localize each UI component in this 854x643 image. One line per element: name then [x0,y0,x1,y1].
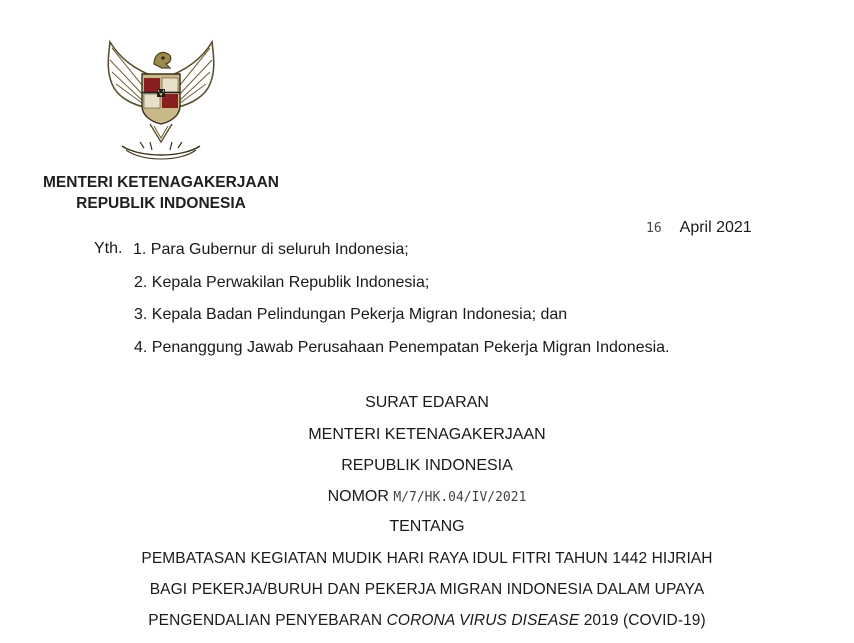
subject-line-1: PEMBATASAN KEGIATAN MUDIK HARI RAYA IDUL FITRI TAHUN 1442 HIJRIAH [141,550,713,567]
subject-line-3-suffix: 2019 (COVID-19) [583,612,706,629]
garuda-emblem-icon [100,34,222,166]
document-number [0,487,854,508]
date-day: 16 [646,221,662,236]
subject-line-3-prefix: PENGENDALIAN PENYEBARAN [148,612,383,629]
title-surat-edaran: SURAT EDARAN [365,394,489,411]
number-value: M/7/HK.04/IV/2021 [393,490,527,505]
date-month-year: April 2021 [679,219,752,236]
subject-line-2: BAGI PEKERJA/BURUH DAN PEKERJA MIGRAN INDONESIA DALAM UPAYA [149,581,705,598]
letter-date [646,219,752,237]
title-tentang: TENTANG [389,518,465,535]
recipient-item: 2. Kepala Perwakilan Republik Indonesia; [134,273,430,291]
title-ministry: MENTERI KETENAGAKERJAAN [308,426,546,443]
recipient-list [133,240,669,370]
ministry-heading [20,172,302,214]
recipient-item: 3. Kepala Badan Pelindungan Pekerja Migran Indonesia; dan [134,306,568,323]
subject-line-3 [0,611,854,631]
recipient-item: 1. Para Gubernur di seluruh Indonesia; [133,241,409,258]
addressee-label: Yth. [94,240,123,257]
number-label: NOMOR [327,488,389,505]
ministry-line-2: REPUBLIK INDONESIA [76,195,246,212]
recipient-item: 4. Penanggung Jawab Perusahaan Penempatan Pekerja Migran Indonesia. [134,338,670,356]
title-republic: REPUBLIK INDONESIA [341,457,513,474]
ministry-line-1: MENTERI KETENAGAKERJAAN [43,174,279,191]
subject-line-3-italic: CORONA VIRUS DISEASE [386,612,580,629]
